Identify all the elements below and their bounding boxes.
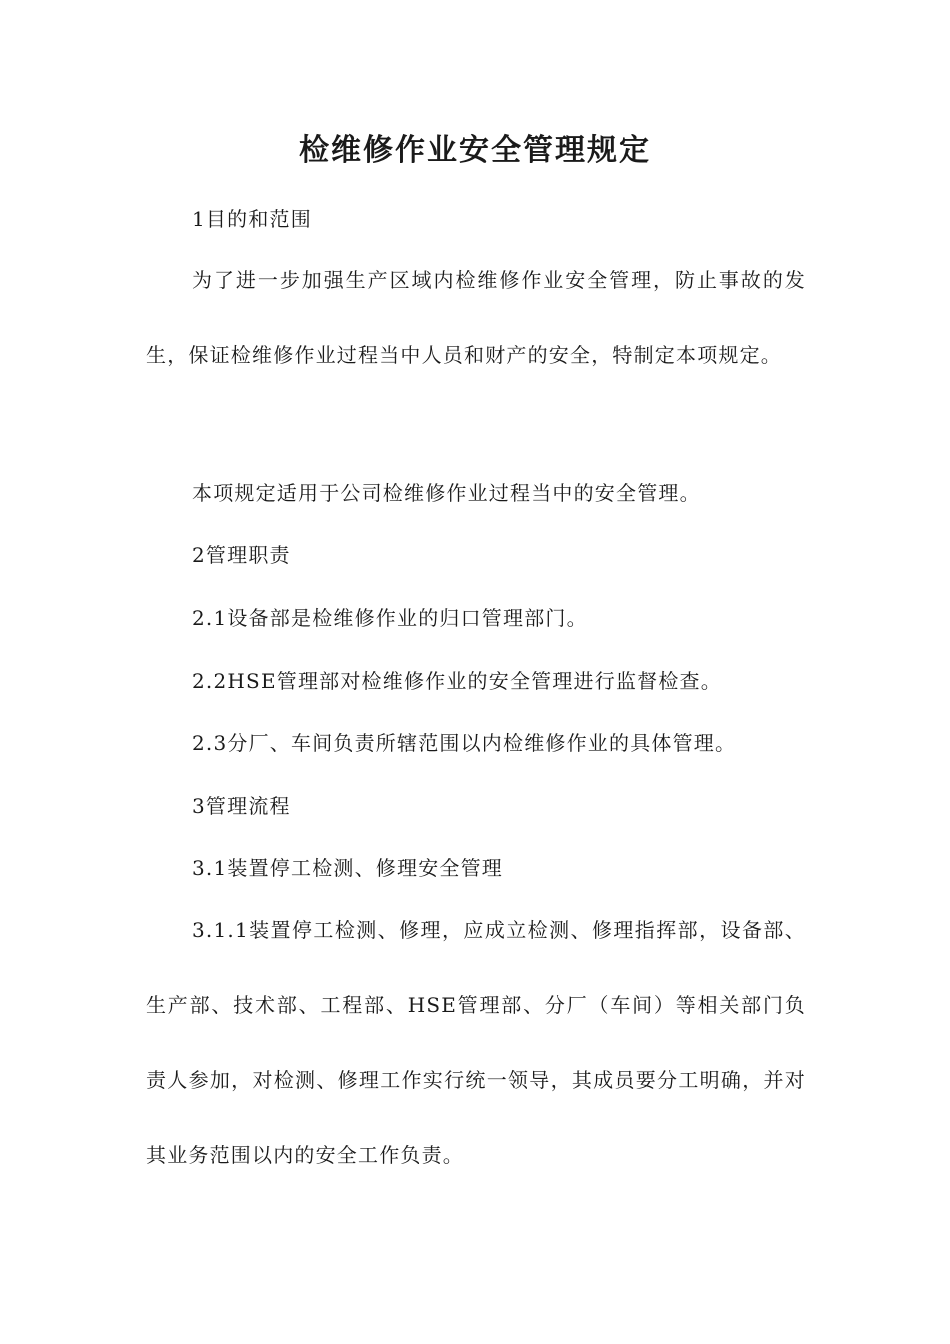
section-1-heading: 1目的和范围 [192,207,312,231]
section-2-heading: 2管理职责 [192,543,291,567]
clause-2-2: 2.2HSE管理部对检维修作业的安全管理进行监督检查。 [192,669,722,693]
clause-2-1: 2.1设备部是检维修作业的归口管理部门。 [192,606,588,630]
paragraph-scope: 本项规定适用于公司检维修作业过程当中的安全管理。 [192,481,701,505]
clause-2-3: 2.3分厂、车间负责所辖范围以内检维修作业的具体管理。 [192,731,737,755]
clause-3-1: 3.1装置停工检测、修理安全管理 [192,856,504,880]
clause-3-1-1: 3.1.1装置停工检测、修理，应成立检测、修理指挥部，设备部、生产部、技术部、工程部、HSE管理部、分厂（车间）等相关部门负责人参加，对检测、修理工作实行统一领导，其成员要分工明确，并对其业务范围以内的安全工作负责。 [146,918,806,1167]
document-title: 检维修作业安全管理规定 [299,133,651,168]
section-3-heading: 3管理流程 [192,794,291,818]
paragraph-purpose: 为了进一步加强生产区域内检维修作业安全管理，防止事故的发生，保证检维修作业过程当中人员和财产的安全，特制定本项规定。 [146,268,806,367]
